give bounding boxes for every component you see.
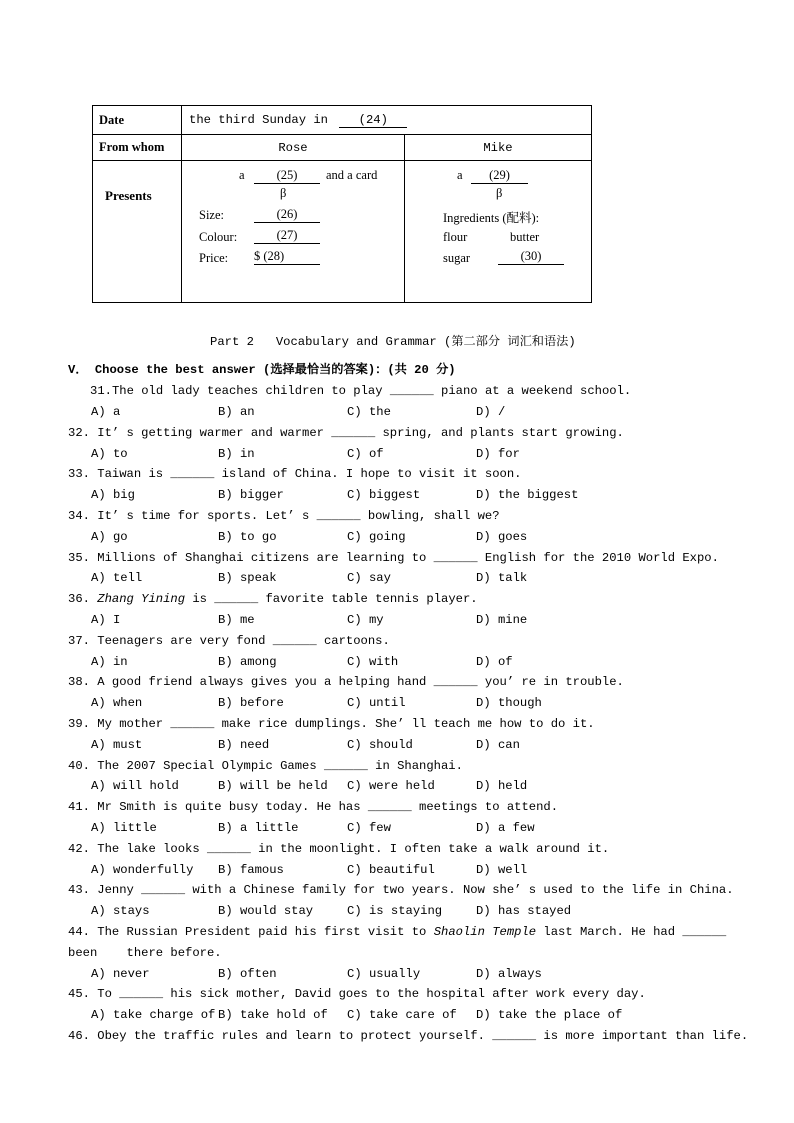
- presents-label: Presents: [105, 188, 152, 203]
- option-d: D) goes: [476, 530, 528, 544]
- option-c: C) beautiful: [347, 863, 435, 877]
- rose-mark: β: [280, 186, 287, 200]
- option-c: C) my: [347, 613, 384, 627]
- presents-label-cell: [93, 161, 182, 303]
- mike-presents-cell: [405, 161, 592, 303]
- blank-30: (30): [498, 249, 564, 265]
- question-stem: 34. It’ s time for sports. Let’ s ______ bowling, shall we?: [68, 509, 500, 523]
- option-d: D) the biggest: [476, 488, 579, 502]
- option-d: D) /: [476, 405, 506, 419]
- option-a: A) never: [91, 967, 150, 981]
- date-label: Date: [93, 106, 182, 135]
- option-c: C) say: [347, 571, 391, 585]
- option-a: A) wonderfully: [91, 863, 194, 877]
- question-stem: 38. A good friend always gives you a helping hand ______ you’ re in trouble.: [68, 675, 624, 689]
- option-d: D) talk: [476, 571, 528, 585]
- option-d: D) held: [476, 779, 528, 793]
- rose-header: Rose: [182, 135, 405, 161]
- option-c: C) with: [347, 655, 399, 669]
- option-d: D) take the place of: [476, 1008, 623, 1022]
- option-b: B) an: [218, 405, 255, 419]
- option-c: C) until: [347, 696, 406, 710]
- option-a: A) will hold: [91, 779, 179, 793]
- blank-25: (25): [254, 168, 320, 184]
- option-d: D) for: [476, 447, 520, 461]
- option-c: C) usually: [347, 967, 421, 981]
- option-a: A) go: [91, 530, 128, 544]
- sugar: sugar: [443, 251, 471, 265]
- option-d: D) always: [476, 967, 542, 981]
- question-stem: 35. Millions of Shanghai citizens are learning to ______ English for the 2010 World Expo.: [68, 551, 719, 565]
- option-c: C) take care of: [347, 1008, 457, 1022]
- option-b: B) bigger: [218, 488, 284, 502]
- ingredients-label: Ingredients (配料):: [443, 211, 540, 225]
- rose-card: and a card: [326, 168, 378, 182]
- blank-26: (26): [254, 207, 320, 223]
- question-stem: 45. To ______ his sick mother, David goes to the hospital after work every day.: [68, 987, 646, 1001]
- option-c: C) is staying: [347, 904, 443, 918]
- stem-post: last March. He had ______: [536, 925, 727, 939]
- stem-italic: Zhang Yining: [97, 592, 186, 606]
- option-d: D) though: [476, 696, 542, 710]
- stem-post: is ______ favorite table tennis player.: [185, 592, 478, 606]
- option-b: B) speak: [218, 571, 277, 585]
- option-b: B) take hold of: [218, 1008, 328, 1022]
- option-a: A) big: [91, 488, 135, 502]
- question-stem: 31.The old lady teaches children to play ______ piano at a weekend school.: [90, 384, 632, 398]
- blank-24: (24): [339, 113, 407, 128]
- option-a: A) a: [91, 405, 121, 419]
- mike-header: Mike: [405, 135, 592, 161]
- option-d: D) can: [476, 738, 520, 752]
- option-a: A) in: [91, 655, 128, 669]
- option-a: A) I: [91, 613, 121, 627]
- question-stem: 40. The 2007 Special Olympic Games ______ in Shanghai.: [68, 759, 463, 773]
- option-c: C) few: [347, 821, 391, 835]
- question-stem: 37. Teenagers are very fond ______ cartoons.: [68, 634, 390, 648]
- option-a: A) tell: [91, 571, 143, 585]
- date-text: the third Sunday in: [189, 112, 328, 127]
- option-a: A) stays: [91, 904, 150, 918]
- presents-table: [92, 105, 592, 303]
- option-b: B) a little: [218, 821, 299, 835]
- blank-29: (29): [471, 168, 528, 184]
- option-d: D) a few: [476, 821, 535, 835]
- option-b: B) among: [218, 655, 277, 669]
- option-c: C) should: [347, 738, 413, 752]
- question-stem: [68, 925, 726, 939]
- option-c: C) biggest: [347, 488, 421, 502]
- option-b: B) to go: [218, 530, 277, 544]
- colour-label: Colour:: [199, 230, 238, 244]
- option-a: A) take charge of: [91, 1008, 216, 1022]
- option-c: C) were held: [347, 779, 435, 793]
- option-b: B) me: [218, 613, 255, 627]
- option-b: B) will be held: [218, 779, 328, 793]
- option-b: B) need: [218, 738, 270, 752]
- rose-presents-cell: [182, 161, 405, 303]
- option-d: D) has stayed: [476, 904, 572, 918]
- price-label: Price:: [199, 251, 229, 265]
- option-c: C) going: [347, 530, 406, 544]
- rose-a: a: [239, 168, 245, 182]
- option-a: A) little: [91, 821, 157, 835]
- option-d: D) well: [476, 863, 528, 877]
- question-stem: 32. It’ s getting warmer and warmer ______ spring, and plants start growing.: [68, 426, 624, 440]
- butter: butter: [510, 230, 540, 244]
- option-b: B) famous: [218, 863, 284, 877]
- question-stem: 39. My mother ______ make rice dumplings. She’ ll teach me how to do it.: [68, 717, 595, 731]
- from-whom-label: From whom: [93, 135, 182, 161]
- part-heading: Part 2 Vocabulary and Grammar (第二部分 词汇和语法): [210, 335, 576, 349]
- section-heading: V． Choose the best answer (选择最恰当的答案)：(共 20 分): [68, 363, 456, 377]
- blank-27: (27): [254, 228, 320, 244]
- question-stem: 46. Obey the traffic rules and learn to protect yourself. ______ is more important than life.: [68, 1029, 749, 1043]
- option-d: D) mine: [476, 613, 528, 627]
- question-stem-continued: been there before.: [68, 946, 222, 960]
- option-b: B) would stay: [218, 904, 314, 918]
- option-d: D) of: [476, 655, 513, 669]
- date-cell: [182, 106, 592, 135]
- option-b: B) in: [218, 447, 255, 461]
- stem-italic: Shaolin Temple: [433, 925, 537, 939]
- stem-pre: 36.: [68, 592, 98, 606]
- option-c: C) the: [347, 405, 391, 419]
- size-label: Size:: [199, 208, 224, 222]
- option-a: A) when: [91, 696, 143, 710]
- stem-pre: 44. The Russian President paid his first visit to: [68, 925, 434, 939]
- question-stem: 43. Jenny ______ with a Chinese family for two years. Now she’ s used to the life in China.: [68, 883, 734, 897]
- option-c: C) of: [347, 447, 384, 461]
- question-stem: [68, 592, 478, 606]
- blank-28: $ (28): [254, 249, 320, 265]
- flour: flour: [443, 230, 468, 244]
- question-stem: 42. The lake looks ______ in the moonlight. I often take a walk around it.: [68, 842, 610, 856]
- question-stem: 33. Taiwan is ______ island of China. I hope to visit it soon.: [68, 467, 522, 481]
- mike-mark: β: [496, 186, 503, 200]
- option-b: B) before: [218, 696, 284, 710]
- option-b: B) often: [218, 967, 277, 981]
- mike-a: a: [457, 168, 463, 182]
- option-a: A) must: [91, 738, 143, 752]
- option-a: A) to: [91, 447, 128, 461]
- question-stem: 41. Mr Smith is quite busy today. He has ______ meetings to attend.: [68, 800, 559, 814]
